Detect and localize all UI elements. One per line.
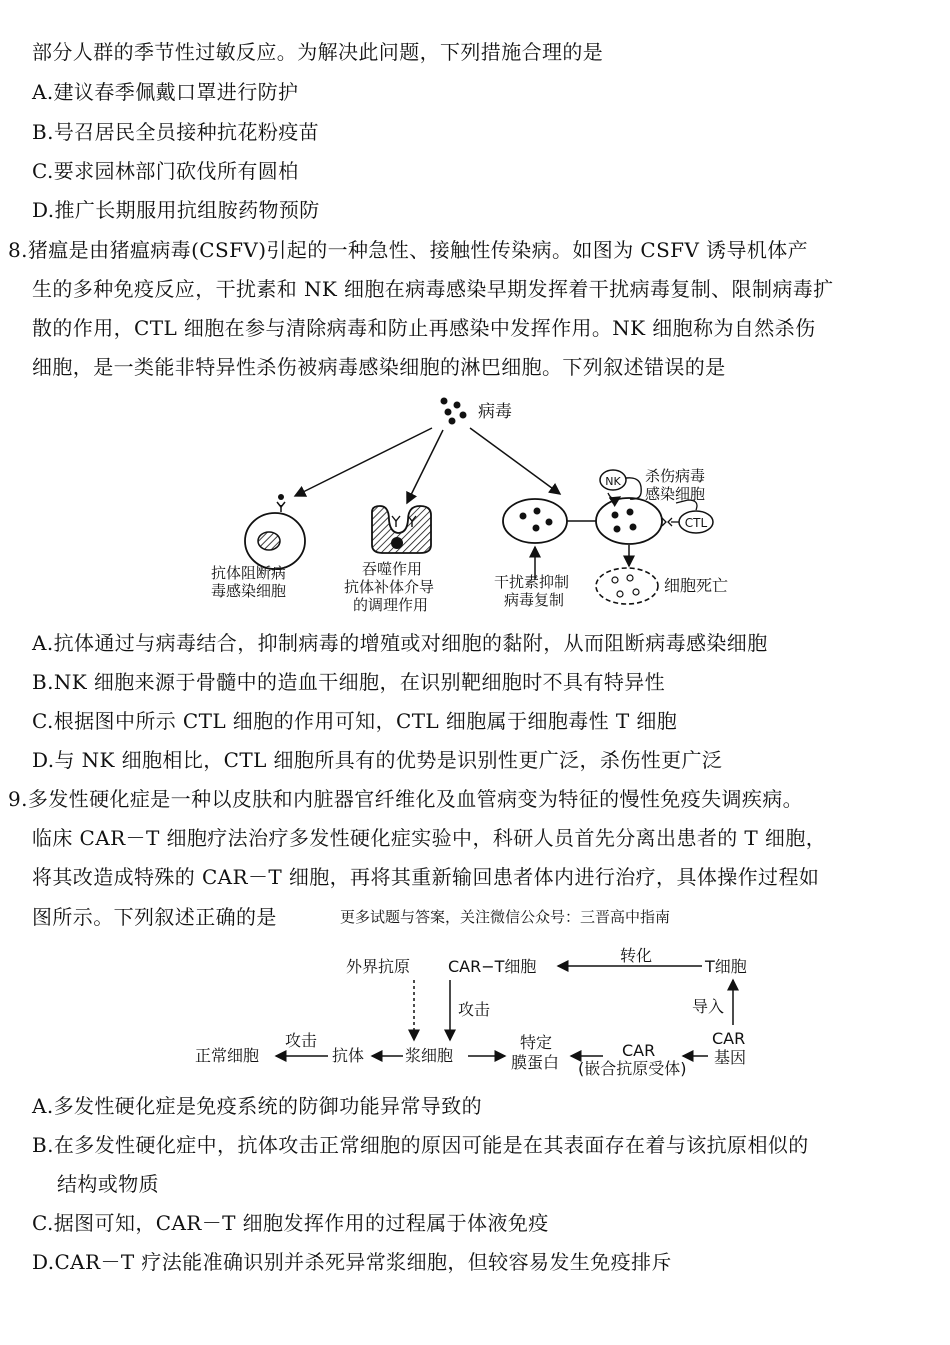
- car-t-cell-label: CAR−T细胞: [448, 957, 537, 976]
- q9-option-d: D.CAR－T 疗法能准确识别并杀死异常浆细胞，但较容易发生免疫排斥: [32, 1250, 672, 1274]
- t-cell-label: T细胞: [705, 957, 747, 976]
- q8-option-a: A.抗体通过与病毒结合，抑制病毒的增殖或对细胞的黏附，从而阻断病毒感染细胞: [32, 631, 768, 655]
- q9-option-a: A.多发性硬化症是免疫系统的防御功能异常导致的: [32, 1094, 483, 1118]
- q7-stem-line: 部分人群的季节性过敏反应。为解决此问题，下列措施合理的是: [32, 40, 604, 64]
- q8-stem-line-3: 散的作用，CTL 细胞在参与清除病毒和防止再感染中发挥作用。NK 细胞称为自然杀伤: [32, 316, 816, 340]
- virus-label: 病毒: [478, 402, 512, 422]
- q8-immune-diagram: [0, 385, 950, 630]
- phago-label-1: 吞噬作用: [362, 560, 423, 578]
- dying-cell: [596, 568, 658, 604]
- phago-label-2: 抗体补体介导: [344, 578, 435, 596]
- car-gene-label-1: CAR: [712, 1029, 746, 1048]
- import-label: 导入: [692, 997, 725, 1016]
- nk-label: NK: [605, 475, 621, 488]
- phago-label-3: 的调理作用: [353, 596, 429, 614]
- q9-option-c: C.据图可知，CAR－T 细胞发挥作用的过程属于体液免疫: [32, 1211, 549, 1235]
- q9-car-t-diagram: [0, 935, 950, 1085]
- target-cell: [596, 498, 662, 544]
- antibody-blocked-cell: [245, 494, 305, 569]
- q7-option-c: C.要求园林部门砍伐所有圆柏: [32, 159, 299, 183]
- q8-stem-line-2: 生的多种免疫反应，干扰素和 NK 细胞在病毒感染早期发挥着干扰病毒复制、限制病毒扩: [32, 277, 834, 301]
- q9-stem-line-1: 9.多发性硬化症是一种以皮肤和内脏器官纤维化及血管病变为特征的慢性免疫失调疾病。: [8, 787, 804, 811]
- attack-label-1: 攻击: [458, 1000, 491, 1019]
- virus-particles: [441, 398, 467, 425]
- q8-option-d: D.与 NK 细胞相比，CTL 细胞所具有的优势是识别性更广泛，杀伤性更广泛: [32, 748, 723, 772]
- q8-option-b: B.NK 细胞来源于骨髓中的造血干细胞，在识别靶细胞时不具有特异性: [32, 670, 666, 694]
- arrow-to-infected: [470, 428, 560, 494]
- q8-stem-line-1: 8.猪瘟是由猪瘟病毒(CSFV)引起的一种急性、接触性传染病。如图为 CSFV 诱导机体产: [8, 238, 809, 262]
- arrow-to-phago: [407, 430, 443, 503]
- block-label-1: 抗体阻断病: [211, 564, 287, 582]
- q9-stem-line-2: 临床 CAR－T 细胞疗法治疗多发性硬化症实验中，科研人员首先分离出患者的 T 细胞，: [32, 826, 827, 850]
- q9-stem-line-4: 图所示。下列叙述正确的是: [32, 905, 277, 929]
- convert-label: 转化: [620, 946, 653, 965]
- arrow-to-block: [295, 428, 432, 496]
- phagocyte: [372, 506, 431, 553]
- infected-cell: [503, 499, 567, 543]
- ctl-label: CTL: [684, 516, 708, 530]
- kill-label-2: 感染细胞: [645, 485, 706, 503]
- membrane-protein-label-2: 膜蛋白: [511, 1053, 560, 1072]
- car-label: CAR: [622, 1041, 656, 1060]
- plasma-cell-label: 浆细胞: [405, 1046, 454, 1065]
- q7-option-d: D.推广长期服用抗组胺药物预防: [32, 198, 320, 222]
- external-antigen-label: 外界抗原: [346, 957, 411, 976]
- kill-label-1: 杀伤病毒: [645, 467, 706, 485]
- ifn-label-2: 病毒复制: [504, 591, 565, 609]
- q8-option-c: C.根据图中所示 CTL 细胞的作用可知，CTL 细胞属于细胞毒性 T 细胞: [32, 709, 678, 733]
- watermark-text: 更多试题与答案，关注微信公众号：三晋高中指南: [340, 908, 671, 926]
- q9-stem-line-3: 将其改造成特殊的 CAR－T 细胞，再将其重新输回患者体内进行治疗，具体操作过程如: [32, 865, 820, 889]
- normal-cell-label: 正常细胞: [195, 1046, 260, 1065]
- q7-option-a: A.建议春季佩戴口罩进行防护: [32, 80, 299, 104]
- attack-label-2: 攻击: [285, 1031, 318, 1050]
- membrane-protein-label-1: 特定: [520, 1033, 553, 1052]
- q8-stem-line-4: 细胞，是一类能非特异性杀伤被病毒感染细胞的淋巴细胞。下列叙述错误的是: [32, 355, 726, 379]
- q7-option-b: B.号召居民全员接种抗花粉疫苗: [32, 120, 320, 144]
- ifn-label-1: 干扰素抑制: [494, 573, 570, 591]
- q9-option-b: B.在多发性硬化症中，抗体攻击正常细胞的原因可能是在其表面存在着与该抗原相似的: [32, 1133, 809, 1157]
- car-receptor-label: (嵌合抗原受体): [578, 1059, 687, 1078]
- antibody-label: 抗体: [332, 1046, 365, 1065]
- car-gene-label-2: 基因: [714, 1048, 747, 1067]
- death-label: 细胞死亡: [664, 576, 729, 595]
- q9-option-b-continued: 结构或物质: [57, 1172, 159, 1196]
- block-label-2: 毒感染细胞: [211, 582, 287, 600]
